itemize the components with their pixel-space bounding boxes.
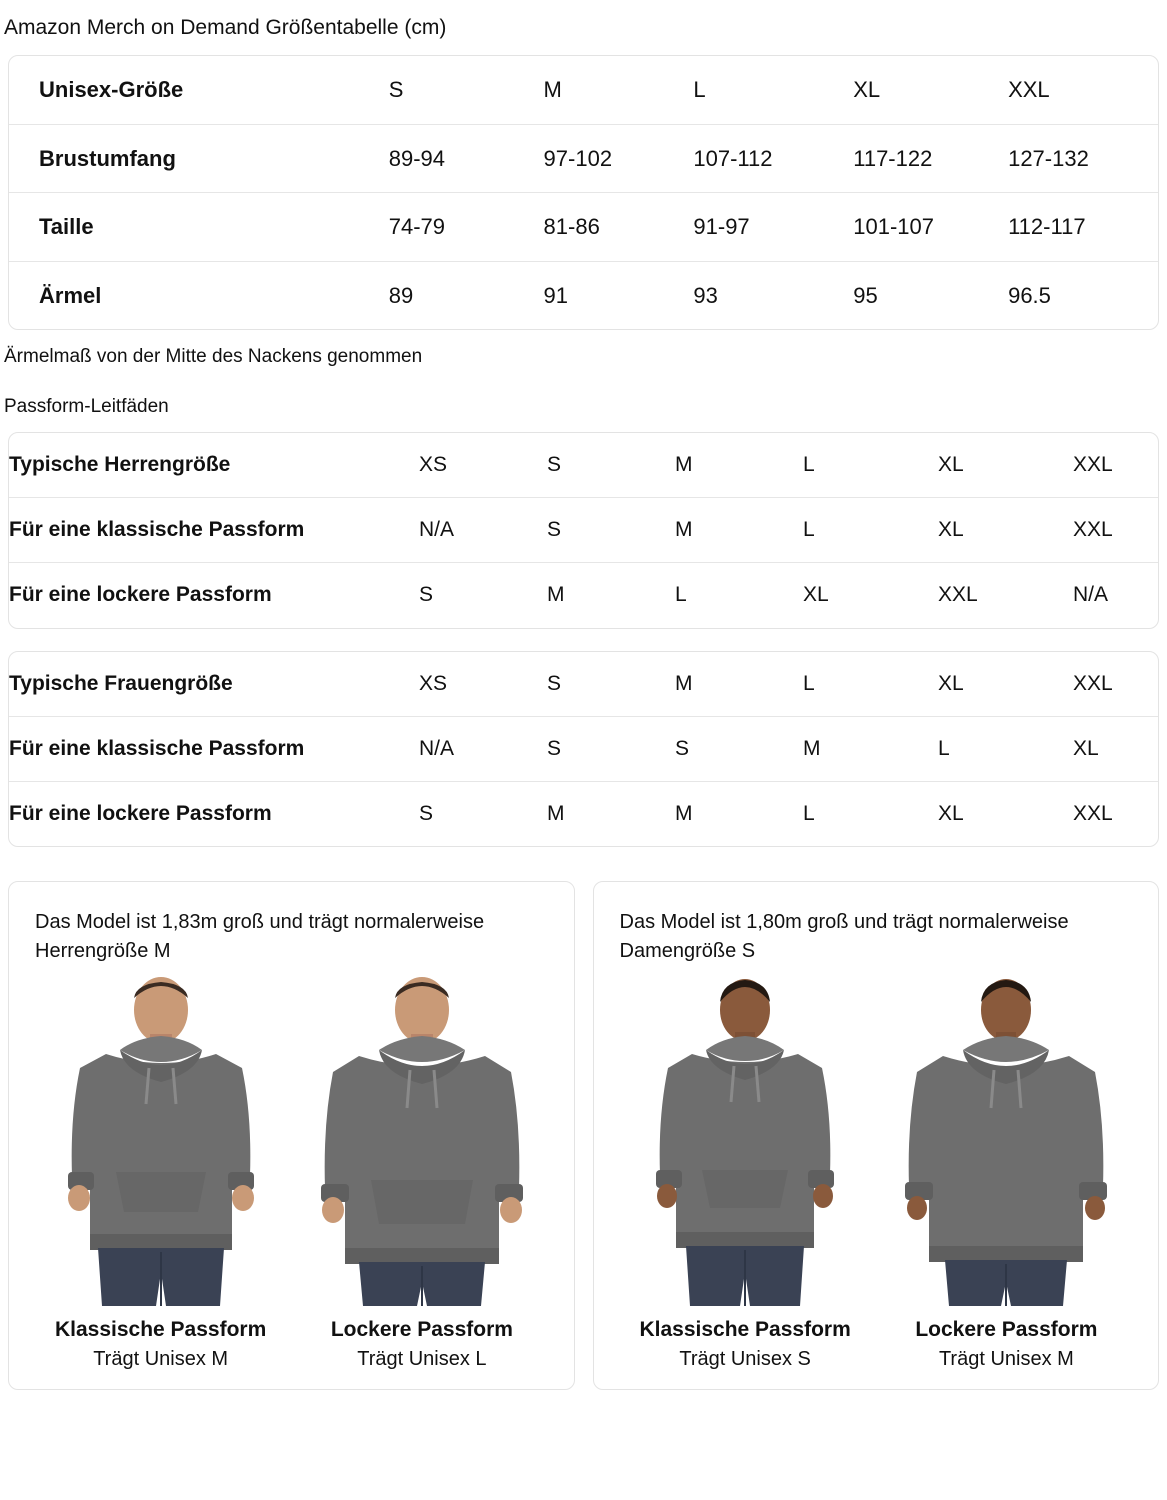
table-row (9, 562, 1158, 627)
cell-value: M (547, 583, 565, 607)
model-card-womens (593, 881, 1160, 1390)
figure-fit-label: Klassische Passform (639, 1318, 851, 1342)
cell-value: 91-97 (693, 214, 750, 240)
cell-value: 95 (853, 282, 878, 308)
cell-value: XL (1073, 736, 1099, 760)
cell-value: L (803, 452, 815, 476)
figure-wears-label: Trägt Unisex L (357, 1348, 487, 1371)
figure-wears-label: Trägt Unisex M (93, 1348, 229, 1371)
cell-value: XXL (938, 583, 978, 607)
cell-value: 107-112 (693, 145, 773, 171)
figure-loose-fit-male (299, 976, 545, 1371)
cell-value: M (675, 452, 693, 476)
row-label: Brustumfang (39, 145, 176, 171)
table-gap (0, 629, 1167, 651)
cell-value: L (693, 77, 706, 103)
sleeve-measurement-note: Ärmelmaß von der Mitte des Nackens genommen (4, 346, 423, 368)
row-label: Taille (39, 214, 94, 240)
male-model-loose-fit-image (307, 976, 537, 1306)
cell-value: S (675, 736, 690, 760)
figure-fit-label: Lockere Passform (330, 1318, 513, 1342)
cell-value: M (803, 736, 821, 760)
cell-value: XXL (1073, 452, 1113, 476)
figure-wears-label: Trägt Unisex M (938, 1348, 1074, 1371)
model-caption: Das Model ist 1,80m groß und trägt normalerweise Damengröße S (619, 911, 1069, 963)
cell-value: XL (938, 518, 964, 542)
cell-value: N/A (419, 518, 455, 542)
cell-value: XL (938, 452, 964, 476)
fit-guides-title: Passform-Leitfäden (4, 395, 169, 417)
cell-value: 117-122 (853, 145, 933, 171)
cell-value: S (419, 583, 434, 607)
womens-fit-table (8, 651, 1159, 848)
cell-value: M (675, 518, 693, 542)
cell-value: S (547, 452, 562, 476)
table-row (9, 56, 1158, 124)
table-row (9, 124, 1158, 193)
male-model-classic-fit-image (46, 976, 276, 1306)
cell-value: S (388, 77, 404, 103)
cell-value: L (938, 736, 950, 760)
table-row (9, 652, 1158, 716)
cell-value: 74-79 (388, 214, 445, 240)
cell-value: 101-107 (853, 214, 934, 240)
cell-value: L (803, 802, 815, 826)
cell-value: 97-102 (543, 145, 613, 171)
figure-classic-fit-male (38, 976, 284, 1371)
cell-value: XL (803, 583, 829, 607)
cell-value: 93 (693, 282, 718, 308)
cell-value: XS (419, 452, 448, 476)
cell-value: XXL (1008, 77, 1050, 103)
cell-value: S (547, 518, 562, 542)
model-cards (8, 881, 1159, 1390)
cell-value: 127-132 (1008, 145, 1089, 171)
cell-value: 89-94 (388, 145, 445, 171)
table-row (9, 192, 1158, 261)
cell-value: S (419, 802, 434, 826)
figure-fit-label: Klassische Passform (54, 1318, 267, 1342)
cell-value: S (547, 671, 562, 695)
cell-value: XL (938, 671, 964, 695)
cell-value: L (803, 518, 815, 542)
row-label: Ärmel (39, 282, 102, 308)
cell-value: XXL (1073, 802, 1113, 826)
row-label: Für eine klassische Passform (9, 518, 305, 542)
cell-value: M (675, 671, 693, 695)
unisex-size-table (8, 55, 1159, 330)
bottom-spacer (0, 1390, 1167, 1416)
row-label: Für eine lockere Passform (9, 802, 272, 826)
section-gap (0, 847, 1167, 881)
figure-pair (620, 976, 1133, 1371)
figure-loose-fit-female (883, 976, 1129, 1371)
model-caption: Das Model ist 1,83m groß und trägt normalerweise Herrengröße M (35, 911, 485, 963)
cell-value: N/A (1073, 583, 1109, 607)
cell-value: L (675, 583, 687, 607)
row-label: Für eine klassische Passform (9, 736, 305, 760)
female-model-classic-fit-image (630, 976, 860, 1306)
cell-value: S (547, 736, 562, 760)
row-label: Typische Herrengröße (9, 452, 231, 476)
cell-value: XXL (1073, 518, 1113, 542)
cell-value: XL (853, 77, 881, 103)
table-row (9, 261, 1158, 330)
cell-value: 112-117 (1008, 214, 1086, 240)
model-card-mens (8, 881, 575, 1390)
female-model-loose-fit-image (891, 976, 1121, 1306)
cell-value: L (803, 671, 815, 695)
figure-fit-label: Lockere Passform (915, 1318, 1098, 1342)
table-row (9, 716, 1158, 781)
cell-value: M (547, 802, 565, 826)
table-row (9, 497, 1158, 562)
cell-value: N/A (419, 736, 455, 760)
row-label: Unisex-Größe (39, 77, 184, 103)
page-title: Amazon Merch on Demand Größentabelle (cm) (4, 16, 447, 39)
cell-value: 91 (543, 282, 569, 308)
cell-value: M (675, 802, 693, 826)
cell-value: 96.5 (1008, 282, 1051, 308)
cell-value: XL (938, 802, 964, 826)
table-row (9, 433, 1158, 497)
figure-pair (35, 976, 548, 1371)
cell-value: 81-86 (543, 214, 600, 240)
figure-classic-fit-female (622, 976, 868, 1371)
cell-value: XS (419, 671, 448, 695)
cell-value: 89 (388, 282, 414, 308)
cell-value: XXL (1073, 671, 1113, 695)
row-label: Für eine lockere Passform (9, 583, 272, 607)
cell-value: M (543, 77, 562, 103)
row-label: Typische Frauengröße (9, 671, 233, 695)
table-row (9, 781, 1158, 846)
figure-wears-label: Trägt Unisex S (679, 1348, 811, 1371)
mens-fit-table (8, 432, 1159, 629)
